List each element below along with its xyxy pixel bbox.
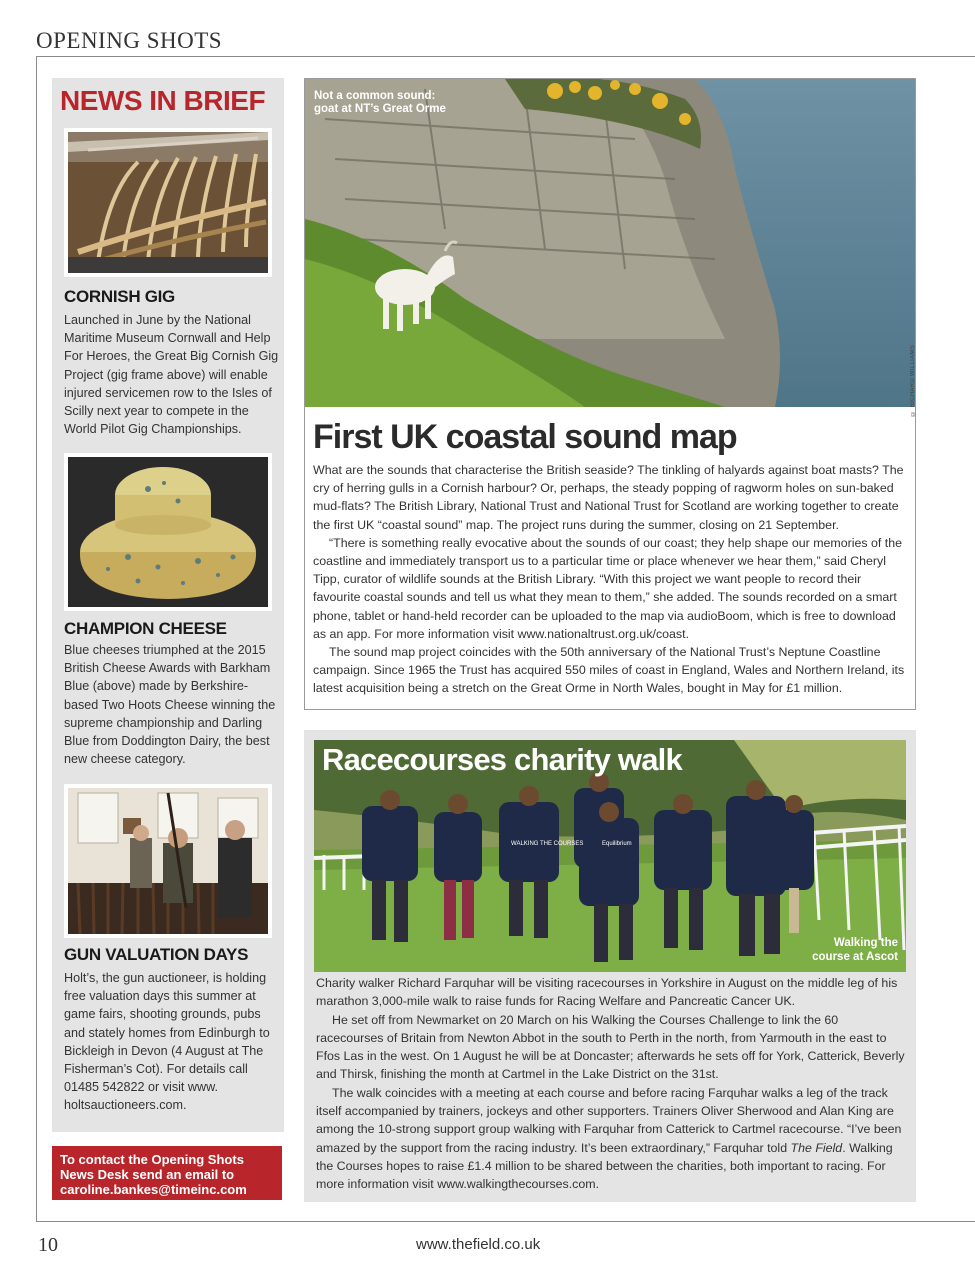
goat-caption-line2: goat at NT’s Great Orme [314, 103, 446, 115]
story2-p3-italic: The Field [790, 1140, 843, 1155]
page-number: 10 [38, 1234, 58, 1256]
gig-frame-photo [64, 128, 272, 277]
news-in-brief-sidebar [52, 78, 284, 1132]
coastal-sound-map-story [304, 78, 916, 710]
cornish-gig-heading: CORNISH GIG [64, 287, 175, 306]
photo-credit: © RICHARD WILLIAMS [910, 345, 916, 416]
contact-box: To contact the Opening Shots News Desk send an email to caroline.bankes@timeinc.com [52, 1146, 282, 1200]
story2-paragraph [316, 1084, 908, 1194]
news-in-brief-title: NEWS IN BRIEF [60, 85, 266, 116]
goat-cliff-photo [305, 79, 915, 407]
coastal-sound-map-headline: First UK coastal sound map [313, 418, 737, 456]
cornish-gig-text: Launched in June by the National Maritime Museum Cornwall and Help For Heroes, the Great Big Cornish Gig Project (gig frame above) will enable injured servicemen row to the Isles of Scilly next year to compete in the World Pilot Gig Championships. [64, 313, 279, 437]
story1-paragraph: What are the sounds that characterise the British seaside? The tinkling of halyards against boat masts? The cry of herring gulls in a Cornish harbour? Or, perhaps, the steady popping of ragworm holes on sun-baked mud-flats? The British Library, National Trust and National Trust for Scotland are working together to create the first UK “coastal sound” map. The project runs during the summer, closing on 21 September. [313, 463, 904, 532]
ascot-caption-line2: course at Ascot [812, 951, 898, 963]
goat-photo-caption [314, 90, 446, 116]
section-heading: OPENING SHOTS [36, 28, 223, 53]
footer-url: www.thefield.co.uk [416, 1236, 541, 1253]
racecourses-walk-body [316, 974, 908, 1194]
story2-paragraph: He set off from Newmarket on 20 March on his Walking the Courses Challenge to link the 60 racecourses of Britain from Newton Abbot in the south to Perth in the north, from Yarmouth in the east to Ffos Las in the west. On 1 August he will be at Doncaster; afterwards he sets off for York, Catterick, Beverly and Thirsk, finishing the month at Cartmel in the Lake District on the 31st. [316, 1012, 905, 1082]
ascot-walk-photo [314, 740, 906, 972]
gun-valuation-heading: GUN VALUATION DAYS [64, 945, 249, 964]
champion-cheese-text: Blue cheeses triumphed at the 2015 British Cheese Awards with Barkham Blue (above) made by Berkshire-based Two Hoots Cheese winning the supreme championship and Darling Blue from Doddington Dairy, the best new cheese category. [64, 643, 276, 767]
gun-valuation-text: Holt’s, the gun auctioneer, is holding free valuation days this summer at game fairs, shooting grounds, pubs and stately homes from Edinburgh to Bickleigh in Devon (4 August at The Fisherman’s Cot). For details call 01485 542822 or visit www. holtsauctioneers.com. [64, 971, 270, 1113]
story2-paragraph: Charity walker Richard Farquhar will be visiting racecourses in Yorkshire in August on the middle leg of his marathon 3,000-mile walk to raise funds for Racing Welfare and Pancreatic Cancer UK. [316, 976, 898, 1009]
goat-caption-line1: Not a common sound: [314, 90, 436, 102]
ascot-photo-caption [812, 936, 898, 964]
coastal-sound-map-body [313, 461, 909, 698]
story1-paragraph: The sound map project coincides with the 50th anniversary of the National Trust’s Neptune Coastline campaign. Since 1965 the Trust has acquired 550 miles of coast in England, Wales and Northern Ireland, its latest acquisition being a stretch on the Great Orme in North Wales, bought in May for £1 million. [313, 645, 905, 696]
gun-auction-photo [64, 784, 272, 938]
equilibrium-jacket-text: Equilibrium [602, 841, 632, 847]
walking-courses-jacket-text: WALKING THE COURSES [511, 841, 584, 847]
ascot-caption-line1: Walking the [833, 937, 898, 949]
cheese-photo [64, 453, 272, 611]
story2-p3-part2: . Walking the Courses hopes to raise £1.4 million to be shared between the charities, both important to racing. For more information visit www.walkingthecourses.com. [316, 1140, 893, 1192]
story1-paragraph: “There is something really evocative about the sounds of our coast; they help shape our memories of the coastline and immediately transport us to a particular time or place whenever we hear them,” said Cheryl Tipp, curator of wildlife sounds at the British Library. “With this project we want people to record their favourite coastal sounds and tell us what they mean to them,” she added. The sounds recorded on a smart phone, tablet or hand-held recorder can be uploaded to the map via audioBoom, which is free to download as an app. For more information visit www.nationaltrust.org.uk/coast. [313, 535, 903, 641]
racecourses-walk-headline: Racecourses charity walk [322, 742, 682, 777]
champion-cheese-heading: CHAMPION CHEESE [64, 619, 227, 638]
racecourses-walk-story [304, 730, 916, 1202]
story2-p3-part1: The walk coincides with a meeting at each course and before racing Farquhar walks a leg of the track itself accompanied by trainers, jockeys and other supporters. Trainers Oliver Sherwood and Alan King are among the 10-strong support group walking with Farquhar from Catterick to Cartmel racecourse. “I’ve been amazed by the support from the racing industry. It’s been extraordinary,” Farquhar told [316, 1085, 902, 1155]
